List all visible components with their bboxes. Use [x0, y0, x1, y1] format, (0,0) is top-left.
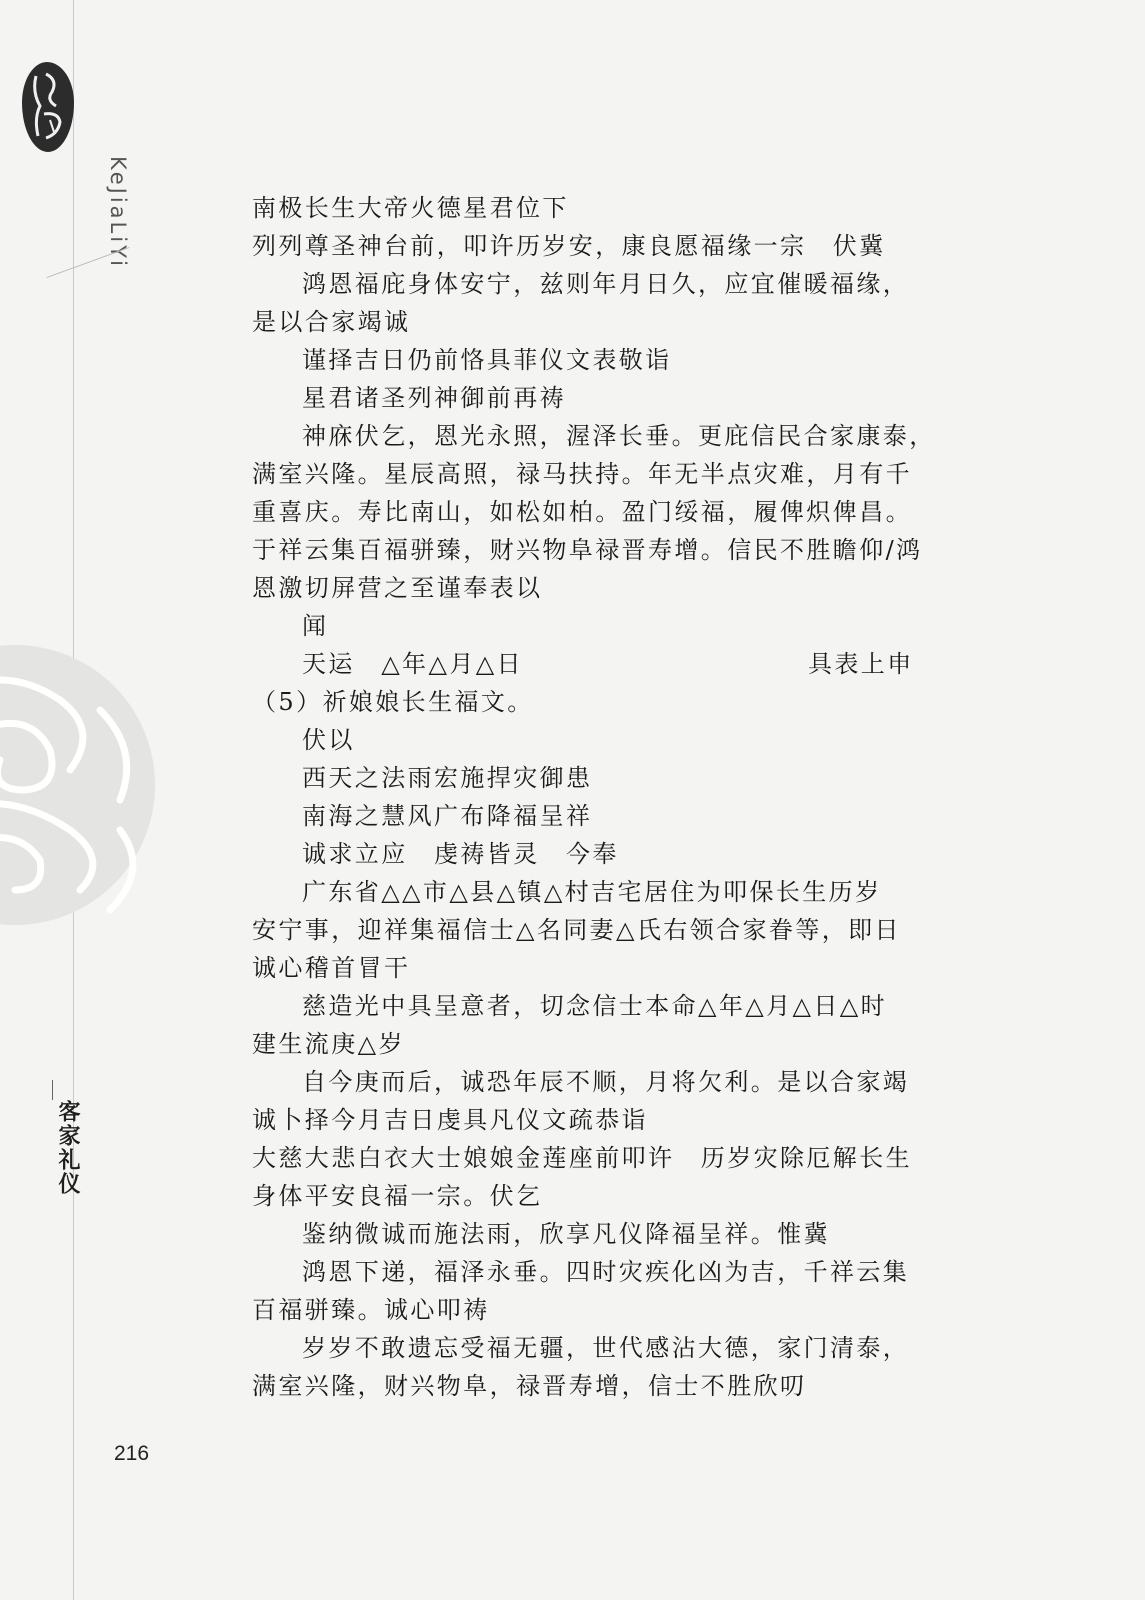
text-line: 神庥伏乞，恩光永照，渥泽长垂。更庇信民合家康泰， [302, 422, 936, 450]
seal-glyph-icon [22, 62, 74, 152]
text-line: 安宁事，迎祥集福信士△名同妻△氏右领合家眷等，即日 [252, 916, 901, 944]
text-line: 身体平安良福一宗。伏乞 [252, 1182, 543, 1210]
text-line: 满室兴隆。星辰高照，禄马扶持。年无半点灾难，月有千 [252, 460, 912, 488]
text-line: 百福骈臻。诚心叩祷 [252, 1296, 490, 1324]
text-line: 建生流庚△岁 [252, 1030, 405, 1058]
text-line: 南极长生大帝火德星君位下 [252, 194, 569, 222]
text-line: 星君诸圣列神御前再祷 [302, 384, 566, 412]
text-line: 大慈大悲白衣大士娘娘金莲座前叩许 历岁灾除厄解长生 [252, 1144, 912, 1172]
text-line: 广东省△△市△县△镇△村吉宅居住为叩保长生历岁 [302, 878, 882, 906]
text-line: 诚卜择今月吉日虔具凡仪文疏恭诣 [252, 1106, 648, 1134]
text-line: 南海之慧风广布降福呈祥 [302, 802, 593, 830]
text-line: 岁岁不敢遗忘受福无疆，世代感沾大德，家门清泰， [302, 1334, 910, 1362]
book-title-side-label: 客家礼仪 [55, 1100, 80, 1196]
series-title: KeJiaLiYi [106, 156, 130, 269]
text-line: 列列尊圣神台前，叩许历岁安，康良愿福缘一宗 伏冀 [252, 232, 886, 260]
cloud-pattern-ornament [0, 640, 170, 930]
text-line: 恩激切屏营之至谨奉表以 [252, 574, 543, 602]
text-line: 是以合家竭诚 [252, 308, 411, 336]
text-line: 天运 △年△月△日 [302, 650, 523, 678]
text-line: 西天之法雨宏施捍灾御患 [302, 764, 593, 792]
text-line: 鉴纳微诚而施法雨，欣享凡仪降福呈祥。惟冀 [302, 1220, 830, 1248]
text-line: 伏以 [302, 726, 355, 754]
text-line: 重喜庆。寿比南山，如松如柏。盈门绥福，履俾炽俾昌。 [252, 498, 912, 526]
text-line: 慈造光中具呈意者，切念信士本命△年△月△日△时 [302, 992, 888, 1020]
text-line: 满室兴隆，财兴物阜，禄晋寿增，信士不胜欣叨 [252, 1372, 807, 1400]
text-line: 谨择吉日仍前恪具菲仪文表敬诣 [302, 346, 672, 374]
text-line: （5）祈娘娘长生福文。 [252, 688, 534, 716]
text-line: 诚心稽首冒干 [252, 954, 411, 982]
side-tick [52, 1080, 53, 1100]
page-number: 216 [114, 1442, 150, 1465]
seal-logo [22, 62, 74, 152]
text-line: 诚求立应 虔祷皆灵 今奉 [302, 840, 619, 868]
text-line: 于祥云集百福骈臻，财兴物阜禄晋寿增。信民不胜瞻仰/鸿 [252, 536, 923, 564]
text-line: 自今庚而后，诚恐年辰不顺，月将欠利。是以合家竭 [302, 1068, 910, 1096]
text-line: 鸿恩福庇身体安宁，兹则年月日久，应宜催暖福缘， [302, 270, 910, 298]
text-line-right: 具表上申 [808, 650, 914, 678]
text-line: 鸿恩下递，福泽永垂。四时灾疾化凶为吉，千祥云集 [302, 1258, 910, 1286]
text-line: 闻 [302, 612, 329, 640]
